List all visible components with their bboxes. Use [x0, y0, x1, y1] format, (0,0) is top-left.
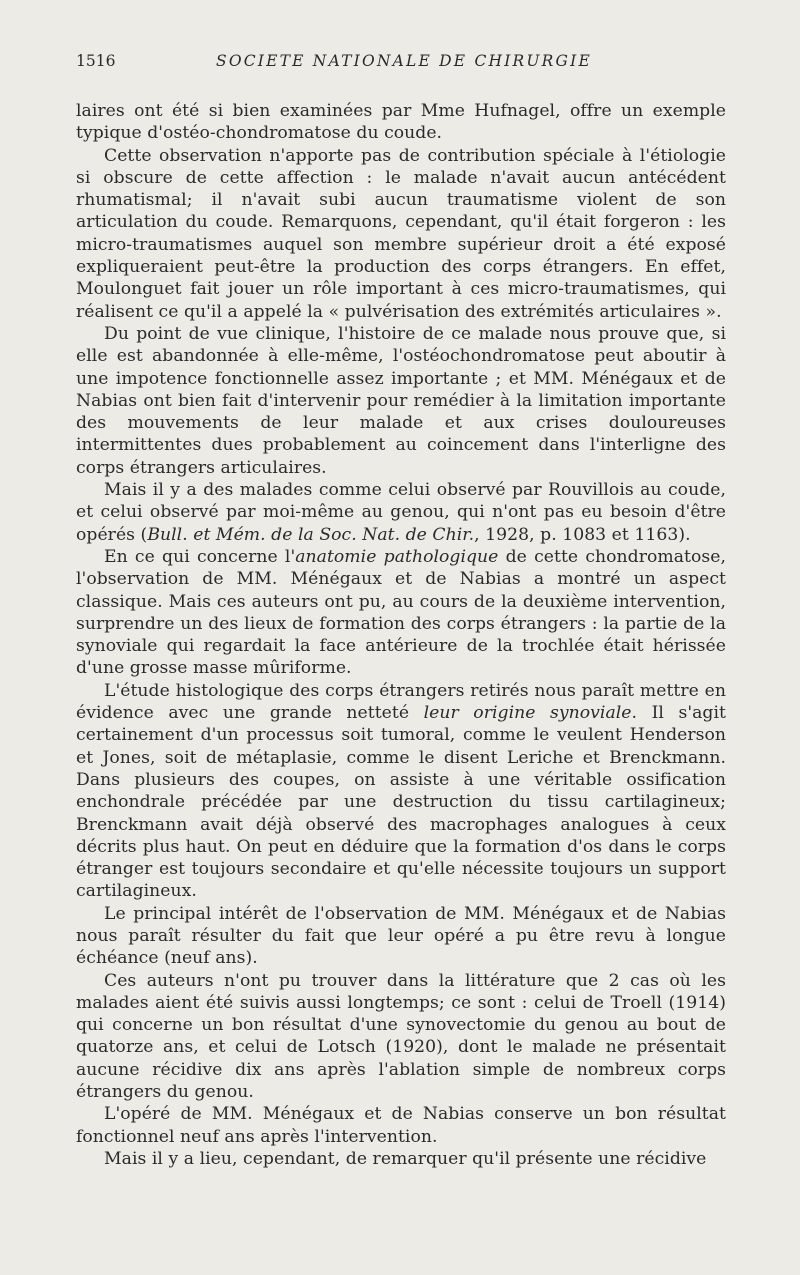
paragraph-text: . Il s'agit certainement d'un processus soit tumoral, comme le veulent Henderson et Jones, soit de métaplasie, comme le disent Leriche et Brenckmann. Dans plusieurs des coupes, on assiste à une véritable ossification enchondrale précédée par une destruction du tissu cartilagineux; Brenckmann avait déjà observé des macrophages analogues à ceux décrits plus haut. On peut en déduire que la formation d'os dans le corps étranger est toujours secondaire et qu'elle nécessite toujours un support cartilagineux. [76, 703, 726, 902]
paragraph-text: de cette chondromatose, l'observation de MM. Ménégaux et de Nabias a montré un aspect classique. Mais ces auteurs ont pu, au cours de la deuxième intervention, surprendre un des lieux de formation des corps étrangers : la partie de la synoviale qui regardait la face antérieure de la trochlée était hérissée d'une grosse masse mûriforme. [76, 546, 727, 679]
paragraph: Ces auteurs n'ont pu trouver dans la littérature que 2 cas où les malades aient été suivis aussi longtemps; ce sont : celui de Troell (1914) qui concerne un bon résultat d'une synovectomie du genou au bout de quatorze ans, et celui de Lotsch (1920), dont le malade ne présentait aucune récidive dix ans après l'ablation simple de nombreux corps étrangers du genou. [76, 970, 726, 1103]
paragraph-text: , 1928, p. 1083 et 1163). [474, 524, 691, 545]
paragraph: laires ont été si bien examinées par Mme Hufnagel, offre un exemple typique d'ostéo-chondromatose du coude. [76, 101, 726, 144]
page-number: 1516 [76, 52, 116, 70]
paragraph: Le principal intérêt de l'observation de MM. Ménégaux et de Nabias nous paraît résulter du fait que leur opéré a pu être revu à longue échéance (neuf ans). [76, 903, 726, 969]
paragraph [76, 479, 726, 546]
paragraph-text: En ce qui concerne l' [104, 546, 296, 567]
emphasis-italic: anatomie pathologique [295, 546, 499, 567]
paragraph-text: Mais il y a des malades comme celui observé par Rouvillois au coude, et celui observé par moi-même au genou, qui n'ont pas eu besoin d'être opérés ( [76, 480, 726, 545]
body-text [76, 100, 726, 1170]
paragraph [76, 680, 726, 903]
paragraph [76, 546, 726, 680]
running-header [76, 52, 726, 84]
emphasis-italic: leur origine synoviale [423, 703, 632, 724]
paragraph-text: L'étude histologique des corps étrangers retirés nous paraît mettre en évidence avec une grande netteté [76, 680, 726, 724]
paragraph: Mais il y a lieu, cependant, de remarquer qu'il présente une récidive [104, 1148, 707, 1169]
citation-italic: Bull. et Mém. de la Soc. Nat. de Chir. [147, 524, 475, 545]
paragraph: Du point de vue clinique, l'histoire de ce malade nous prouve que, si elle est abandonnée à elle-même, l'ostéochondromatose peut aboutir à une impotence fonctionnelle assez importante ; et MM. Ménégaux et de Nabias ont bien fait d'intervenir pour remédier à la limitation importante des mouvements de leur malade et aux crises douloureuses intermittentes dues probablement au coincement dans l'interligne des corps étrangers articulaires. [76, 323, 726, 478]
running-title: SOCIETE NATIONALE DE CHIRURGIE [216, 52, 592, 70]
paragraph: Cette observation n'apporte pas de contribution spéciale à l'étiologie si obscure de cette affection : le malade n'avait aucun antécédent rhumatismal; il n'avait subi aucun traumatisme violent de son articulation du coude. Remarquons, cependant, qu'il était forgeron : les micro-traumatismes auquel son membre supérieur droit a été exposé expliqueraient peut-être la production des corps étrangers. En effet, Moulonguet fait jouer un rôle important à ces micro-traumatismes, qui réalisent ce qu'il a appelé la « pulvérisation des extrémités articulaires ». [76, 145, 726, 322]
paragraph: L'opéré de MM. Ménégaux et de Nabias conserve un bon résultat fonctionnel neuf ans après l'intervention. [76, 1104, 726, 1147]
